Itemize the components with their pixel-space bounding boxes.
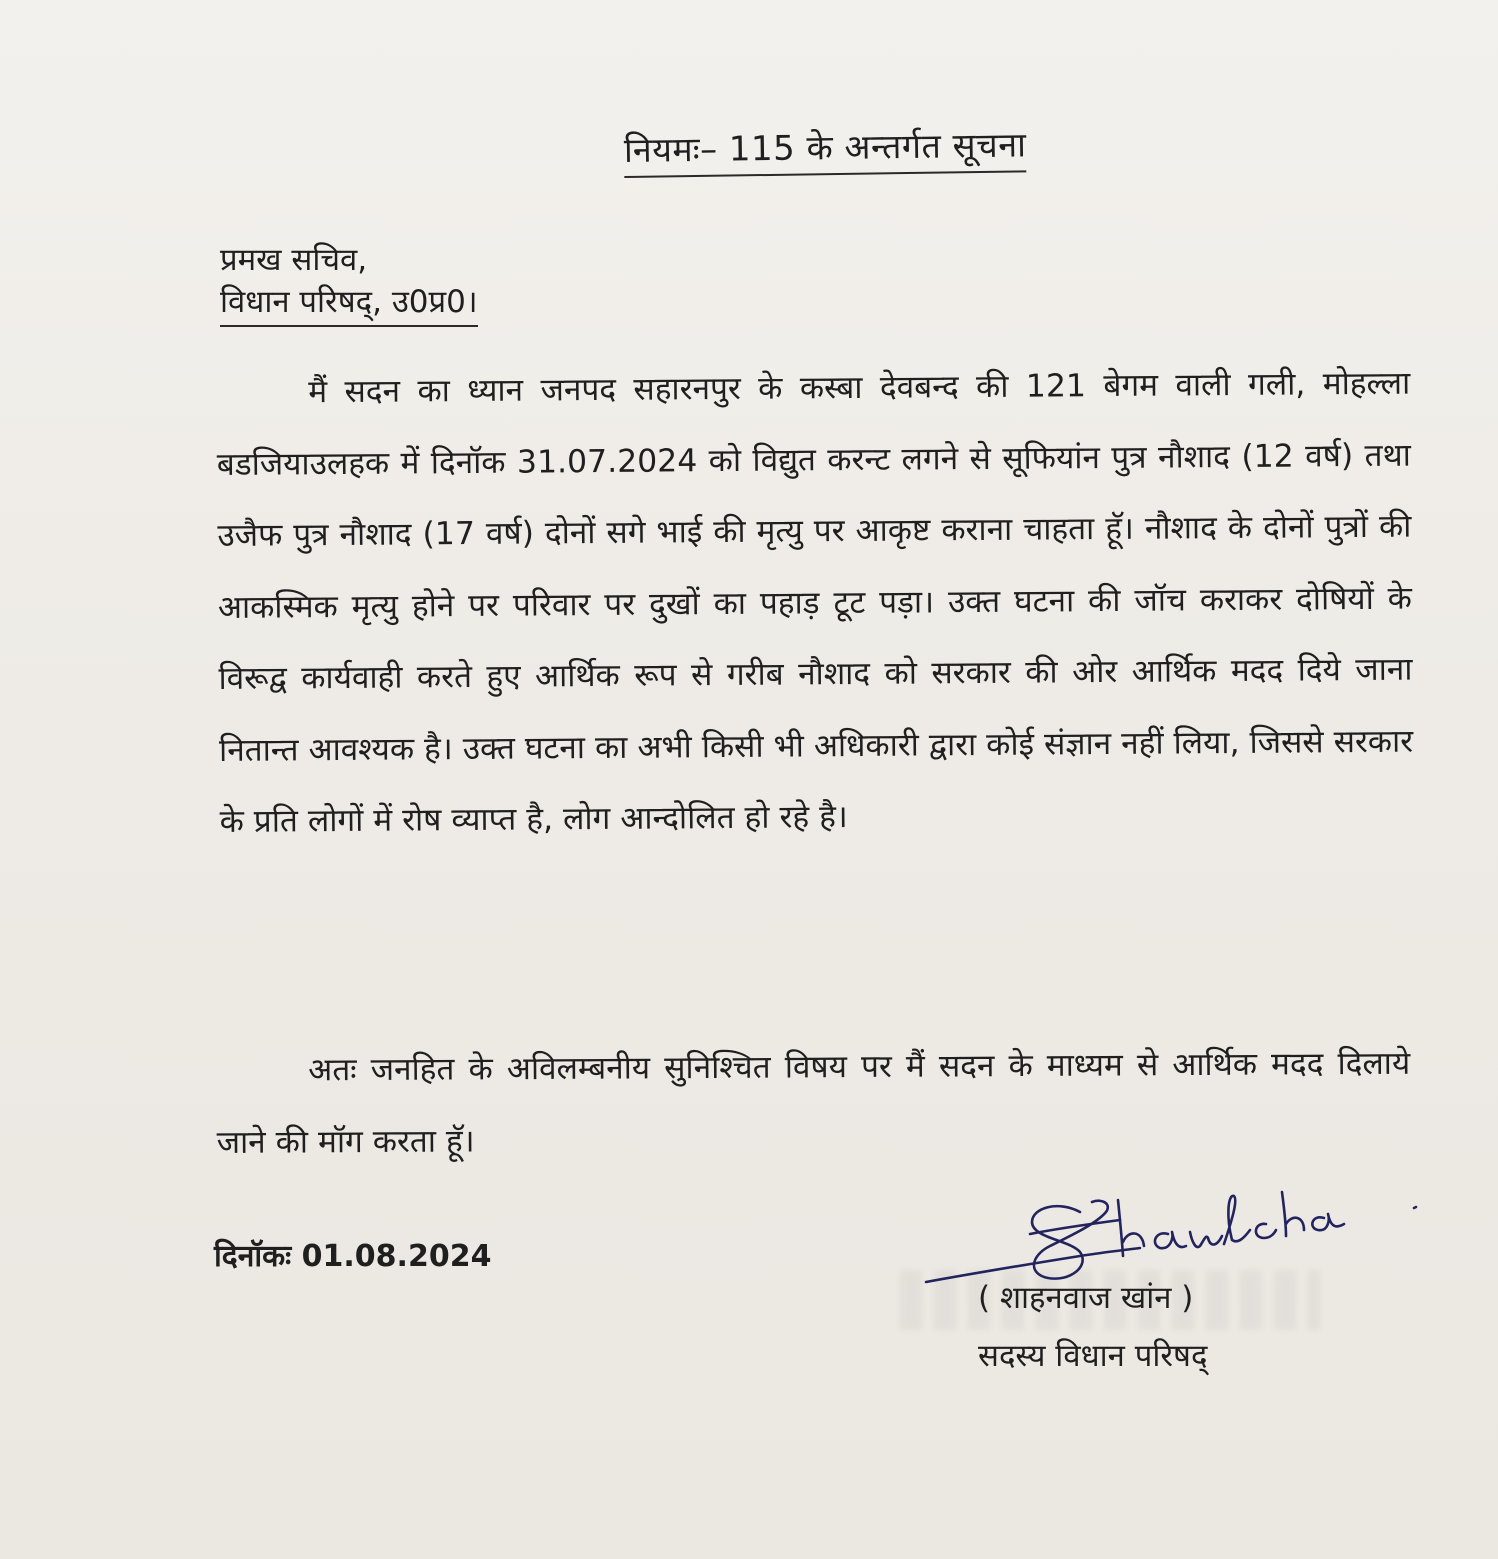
addressee-line-1: प्रमख सचिव,: [220, 242, 368, 278]
notice-title: नियमः– 115 के अन्तर्गत सूचना: [624, 120, 1027, 178]
addressee-line-2: विधान परिषद्, उ0प्र0।: [220, 280, 478, 327]
body-paragraph-2: अतः जनहित के अविलम्बनीय सुनिश्चित विषय पर मैं सदन के माध्यम से आर्थिक मदद दिलाये जाने की मॉग करता हूॅ।: [216, 1045, 1411, 1161]
signatory-designation: सदस्य विधान परिषद्: [978, 1338, 1208, 1374]
notice-date: दिनॉकः 01.08.2024: [214, 1239, 492, 1274]
body-paragraph-1: मैं सदन का ध्यान जनपद सहारनपुर के कस्बा देवबन्द की 121 बेगम वाली गली, मोहल्ला बडजियाउलहक में दिनॉक 31.07.2024 को विद्युत करन्ट लगने से सूफियांन पुत्र नौशाद (12 वर्ष) तथा उजैफ पुत्र नौशाद (17 वर्ष) दोनों सगे भाई की मृत्यु पर आकृष्ट कराना चाहता हूॅ। नौशाद के दोनों पुत्रों की आकस्मिक मृत्यु होने पर परिवार पर दुखों का पहाड़ टूट पड़ा। उक्त घटना की जॉच कराकर दोषियों के विरूद्व कार्यवाही करते हुए आर्थिक रूप से गरीब नौशाद को सरकार की ओर आर्थिक मदद दिये जाना नितान्त आवश्यक है। उक्त घटना का अभी किसी भी अधिकारी द्वारा कोई संज्ञान नहीं लिया, जिससे सरकार के प्रति लोगों में रोष व्याप्त है, लोग आन्दोलित हो रहे है।: [216, 365, 1414, 840]
signatory-name: ( शाहनवाज खांन ): [978, 1280, 1194, 1316]
